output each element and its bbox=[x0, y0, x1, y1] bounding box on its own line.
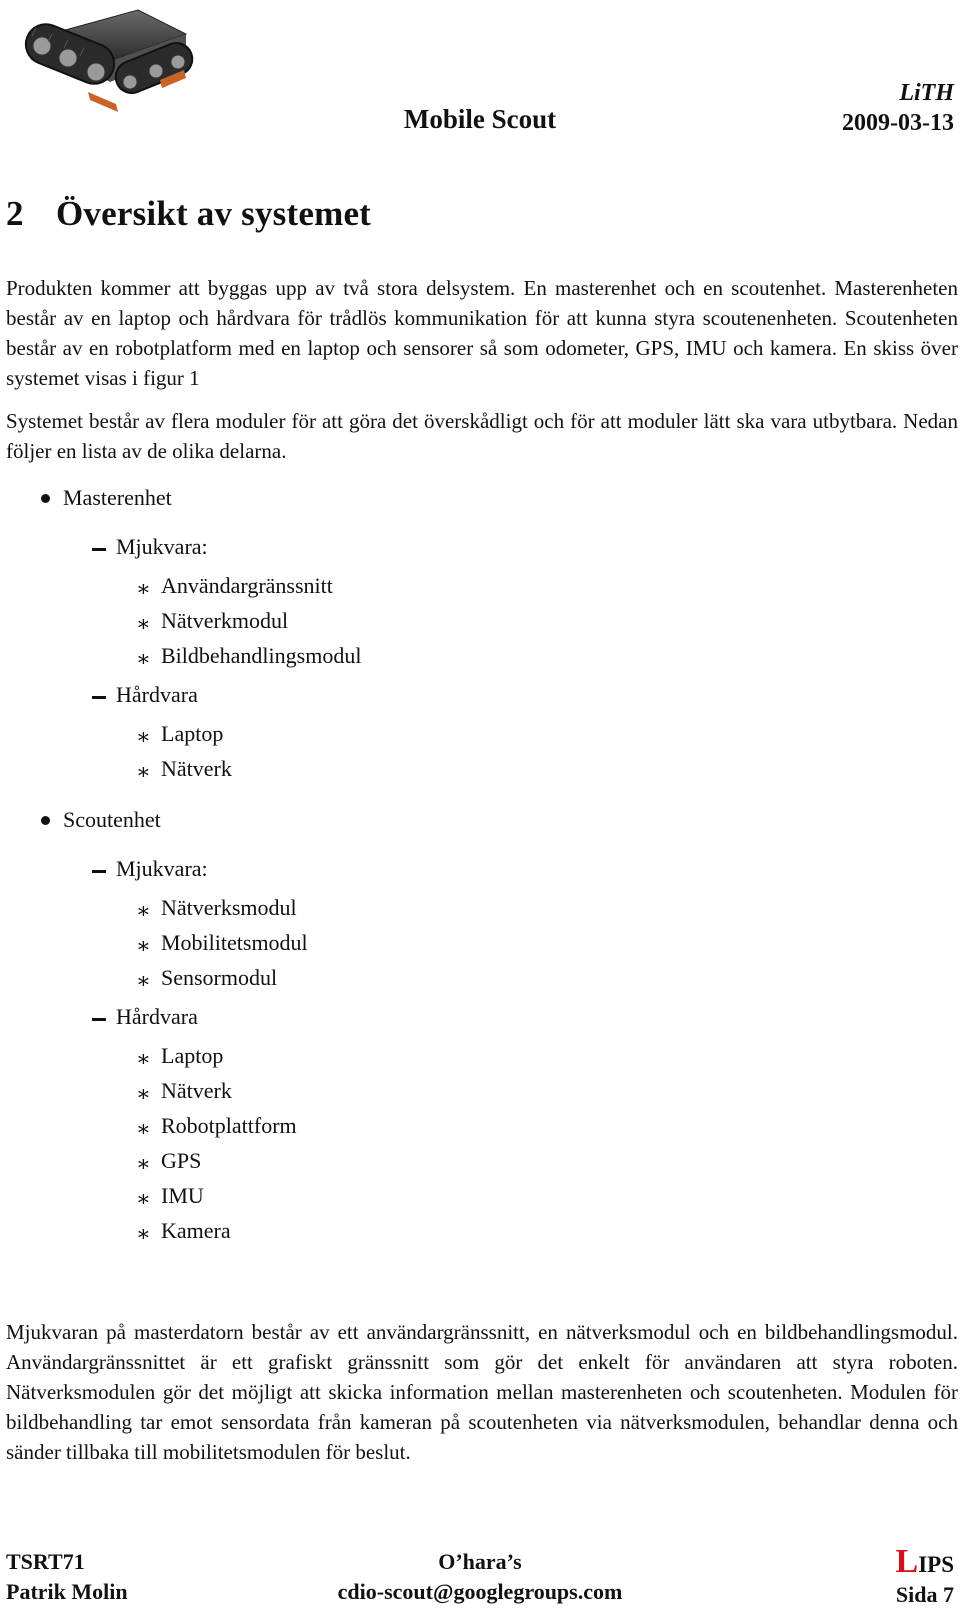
star-marker: ∗ bbox=[136, 898, 151, 923]
list-item: Sensormodul bbox=[161, 965, 278, 990]
list-item: Nätverk bbox=[161, 1078, 232, 1103]
list-item-scout-software: Mjukvara: bbox=[116, 856, 208, 881]
section-title: Översikt av systemet bbox=[56, 194, 372, 233]
list-item: Nätverkmodul bbox=[161, 608, 289, 633]
lips-rest: IPS bbox=[918, 1552, 954, 1577]
list-item: Robotplattform bbox=[161, 1113, 297, 1138]
star-marker: ∗ bbox=[136, 1046, 151, 1071]
list-item: Nätverk bbox=[161, 756, 232, 781]
footer-page-number: Sida 7 bbox=[895, 1582, 954, 1607]
star-marker: ∗ bbox=[136, 724, 151, 749]
section-heading bbox=[6, 194, 371, 234]
paragraph-software-description: Mjukvaran på masterdatorn består av ett användargränssnitt, en nätverksmodul och en bildbehandlingsmodul. Användargränssnittet är ett grafiskt gränssnitt som gör det enkelt för användaren att styra roboten. Nätverksmodulen gör det möjligt att skicka information mellan masterenheten och scoutenheten. Modulen för bildbehandling tar emot sensordata från kameran på scoutenheten via nätverksmodulen, behandlar denna och sänder tillbaka till mobilitetsmodulen för beslut. bbox=[6, 1320, 958, 1464]
star-marker: ∗ bbox=[136, 1151, 151, 1176]
dash-marker bbox=[92, 1018, 106, 1021]
list-item: Bildbehandlingsmodul bbox=[161, 643, 362, 668]
paragraph-modules: Systemet består av flera moduler för att göra det överskådligt och för att moduler lätt ska vara utbytbara. Nedan följer en lista av de olika delarna. bbox=[6, 409, 958, 463]
list-item-scoutenhet: Scoutenhet bbox=[63, 807, 161, 832]
list-item: Kamera bbox=[161, 1218, 231, 1243]
footer-center bbox=[0, 1547, 960, 1607]
dash-marker bbox=[92, 870, 106, 873]
list-item: GPS bbox=[161, 1148, 202, 1173]
lips-logo bbox=[895, 1543, 954, 1580]
footer-right bbox=[895, 1543, 954, 1610]
list-item-scout-hardware: Hårdvara bbox=[116, 1004, 198, 1029]
star-marker: ∗ bbox=[136, 1186, 151, 1211]
footer-author: Patrik Molin bbox=[6, 1579, 128, 1604]
header-org: LiTH bbox=[899, 80, 954, 106]
star-marker: ∗ bbox=[136, 759, 151, 784]
dash-marker bbox=[92, 696, 106, 699]
list-item-master-hardware: Hårdvara bbox=[116, 682, 198, 707]
list-item: Laptop bbox=[161, 721, 224, 746]
bullet-marker bbox=[41, 816, 50, 825]
star-marker: ∗ bbox=[136, 1081, 151, 1106]
bullet-marker bbox=[41, 494, 50, 503]
star-marker: ∗ bbox=[136, 611, 151, 636]
star-marker: ∗ bbox=[136, 933, 151, 958]
dash-marker bbox=[92, 548, 106, 551]
list-item-master-software: Mjukvara: bbox=[116, 534, 208, 559]
paragraph-intro: Produkten kommer att byggas upp av två stora delsystem. En masterenhet och en scoutenhet. Masterenheten består av en laptop och hårdvara för trådlös kommunikation för att kunna styra scoutenenheten. Scoutenheten består av en robotplatform med en laptop och sensorer så som odometer, GPS, IMU och kamera. En skiss över systemet visas i figur 1 bbox=[6, 276, 958, 390]
section-number: 2 bbox=[6, 194, 24, 233]
footer-course: TSRT71 bbox=[6, 1549, 85, 1574]
star-marker: ∗ bbox=[136, 1116, 151, 1141]
footer-group: O’hara’s bbox=[438, 1549, 522, 1574]
list-item: Användargränssnitt bbox=[161, 573, 333, 598]
star-marker: ∗ bbox=[136, 576, 151, 601]
list-item-masterenhet: Masterenhet bbox=[63, 485, 172, 510]
document-title: Mobile Scout bbox=[403, 104, 557, 134]
header-right bbox=[842, 78, 954, 138]
star-marker: ∗ bbox=[136, 646, 151, 671]
star-marker: ∗ bbox=[136, 1221, 151, 1246]
list-item: IMU bbox=[161, 1183, 204, 1208]
lips-initial: L bbox=[895, 1543, 919, 1580]
list-item: Laptop bbox=[161, 1043, 224, 1068]
star-marker: ∗ bbox=[136, 968, 151, 993]
header-date: 2009-03-13 bbox=[842, 110, 954, 136]
list-item: Mobilitetsmodul bbox=[161, 930, 308, 955]
list-item: Nätverksmodul bbox=[161, 895, 297, 920]
footer-email: cdio-scout@googlegroups.com bbox=[337, 1579, 623, 1604]
